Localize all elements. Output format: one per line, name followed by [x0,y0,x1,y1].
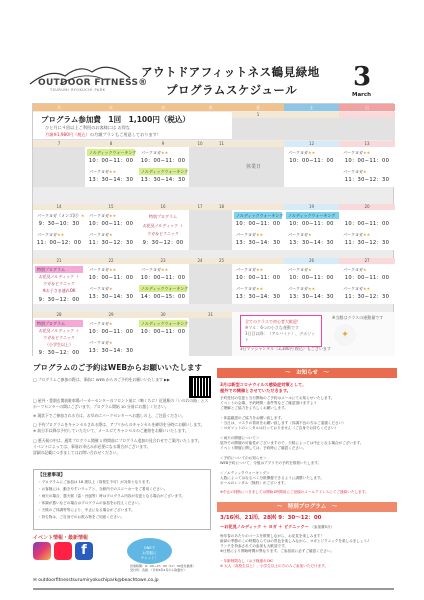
event-time: 9：30−12：00 [38,297,80,303]
weekday-sun: 日 [339,104,395,111]
logo-subtitle: TSURUMI RYOKUCHI PARK [50,88,106,92]
month-name: March [352,92,372,98]
event-yoga[interactable]: パークヨガ★★ [341,231,393,238]
event-yoga[interactable]: パークヨガ★★ [87,168,135,175]
day-cell [85,318,137,356]
event-time: 10：00−11：00 [88,158,134,164]
day-16: 16 [137,204,189,210]
notice-line: WEB予約について、今後はアプリでの予約を推奨いたします。 [220,461,322,465]
special-program-b: ウガ＆ピクニック [43,335,75,340]
day-cell [339,118,395,140]
intensity-note: ※当館はクラスの運動量です [332,315,384,320]
facebook-icon[interactable]: f [75,542,93,560]
event-time: 13：30−14：30 [88,294,134,300]
event-yoga[interactable]: パークヨガ★ [87,320,135,327]
event-time: 10：00−11：00 [289,158,334,164]
notice-line: イベント開催に関しては、予約時にご確認ください。 [220,446,307,450]
day-15: 15 [85,204,137,210]
day-cell [189,210,232,250]
special-program-a: お花見ノルディック ＋ [38,274,80,279]
day-cell [85,210,137,250]
special-heading: 〜 特別プログラム 〜 [217,502,397,512]
day-cell [284,264,339,304]
weekday-sat: 土 [284,104,339,111]
day-20: 20 [339,204,395,210]
event-time: 13：30−14：30 [235,294,281,300]
caution-line: ・体調が悪いなどの場合はプログラムの参加をお控えください。 [38,501,143,505]
day-13: 13 [339,141,395,147]
web-line[interactable]: □ プログラムご参加の際は、事前に WEB からのご予約をお願いいたします ▶▶ [33,377,170,382]
day-30: 30 [137,312,189,318]
event-nordic[interactable]: ノルディックウォーキング [236,213,284,218]
event-yoga[interactable]: パークヨガ★★ [87,266,135,273]
day-cell [232,147,284,187]
special-line: ランチを持参されての参加も大歓迎です。 [220,544,288,548]
instagram-icon[interactable] [33,542,51,560]
day-22: 22 [85,258,137,264]
day-24: 24 [189,258,211,264]
notice-line: 人数によってはなるべく分散開催できるように調整いたします。 [220,476,324,480]
event-yoga[interactable]: パークヨガ★★ [35,231,83,238]
web-line: □ 屋外・霊園玄関前駐車場パーカーセンターのフロント前に（鳴くちに）近道駅の「いのわの路」とスポーツセンターの間にございます。プログラム開始 10 分前にお越しください。 [33,398,209,409]
day-cell [137,318,189,356]
notice-warning: 3月は新型コロナウイルス感染症対策として、 [220,382,307,387]
day-cell [137,264,189,304]
caution-line: ・雨天の場合、悪天候（雷・台風等）時はプログラム内容が変更となる場合がございます。 [38,494,186,498]
event-yoga[interactable]: パークヨガ★ [87,285,135,292]
special-program-a: お花見ノルディック ＋ [142,223,184,228]
notice-line: 屋外での開催の可能性がございますので、天候によっては中止となる場合がございます。 [220,441,364,445]
day-cell [137,147,189,187]
weekday-thu: 木 [189,104,232,111]
footer-divider [33,588,394,590]
event-time: 11：30−12：30 [344,177,390,183]
day-10: 10 [189,141,211,147]
day-cell [85,147,137,187]
web-line: ※ 前日半以降は予約していただいて、メールにてキャンセルのご連絡をお願いいたします。 [33,428,189,433]
special-line: ※日程により開始時間が異なります。ご参加前に必ずご確認ください。 [220,549,335,553]
event-yoga[interactable]: パークヨガ★ [286,231,337,238]
event-yoga[interactable]: パークヨガ★★ [286,149,337,156]
event-time: 11：00−12：00 [36,240,82,246]
day-23: 23 [137,258,189,264]
event-nordic[interactable]: ノルディックウォーキング [141,169,189,174]
special-program-a: お花見ノルディック ＋ [38,328,80,333]
web-line: イベントによっては、事前お申込みが必要になる場合がございます。 [33,444,151,449]
notice-heading: 〜 お知らせ 〜 [217,368,397,378]
weekday-fri: 金 [232,104,284,111]
kids-note: （小学生以上） [45,342,73,347]
event-yoga[interactable]: パークヨガ★★ [234,266,282,273]
month-number: 3 [353,62,372,92]
event-yoga[interactable]: パークヨガ★ [87,339,135,346]
event-time: 11：30−12：30 [344,240,390,246]
day-19: 19 [284,204,339,210]
day-cell [284,147,339,187]
event-time: 10：00−11：00 [344,158,390,164]
weekday-mon: 月 [33,104,85,111]
event-time: 10：00−11：00 [235,221,281,227]
special-line: ・年齢制限なし（お子様連れOK） [220,559,276,563]
event-time: 13：30−14：30 [289,240,334,246]
contact-email[interactable]: ✉ outdoorfitnesstsurumiryokuchipark@beachtown.co.jp [33,578,159,583]
day-cell [137,210,189,250]
event-time: 13：30−14：30 [289,294,334,300]
special-program-b: ウガ＆ピクニック [147,231,179,236]
event-yoga[interactable]: パークヨガ★★ [341,285,393,292]
event-yoga[interactable]: パークヨガ★★ [341,149,393,156]
event-time: 10：00−11：00 [289,221,334,227]
special-line: 新緑の季節のこの時期ならではの景色を楽しみながら、ヨガとピクニックを楽しみましょう♪ [220,539,370,543]
day-cell [189,264,232,304]
event-time: 10：00−11：00 [140,158,186,164]
event-time: 13：30−14：30 [235,240,281,246]
event-time: 11：30−12：30 [88,240,134,246]
web-line [33,386,211,392]
calendar [32,103,394,356]
qr-code-icon[interactable] [189,376,211,398]
special-line: 毎年春のあたりのコースを散策しながら、お花見を楽しみます！ [220,534,325,538]
event-yoga[interactable]: パークヨガ★★ [139,266,187,273]
event-yoga[interactable]: パークヨガ★ [341,266,393,273]
day-cell [232,210,284,250]
notice-line: ・当日は、マスクの着用をお願い致します（体調不良の方はご遠慮ください） [220,421,346,425]
caution-line: ・プログラムにご参加は 18 歳以上（高校生不可）が対象となります。 [38,480,153,484]
special-dates: 3/16㈭、21㈪、28㈬ 9：30〜12：00 [220,515,322,521]
youtube-icon[interactable] [54,542,72,560]
event-time: 10：00−11：00 [344,275,390,281]
mat-rental-note: 3日マッシャンタル（3,300円 税込）もございます [240,346,331,351]
web-line: ※ 現状下でご参加される方は、お早めにパークセンターへお越しの上、ご注意ください。 [33,413,186,418]
event-time: 10：00−11：00 [88,329,134,335]
web-line: 詳細の記載につきましてはお問い合わせください。 [33,450,121,455]
notice-line: ＜雨天の開催について＞ [220,436,260,440]
notice-line: イベントの会場、予約時間・条件等などご確認頂けますよう [220,401,318,405]
day-cell [284,210,339,250]
sns-label: イベント情報・最新情報 [33,535,89,541]
event-yoga[interactable]: パークヨガ★★ [234,231,282,238]
day-11: 11 [211,141,232,147]
day-cell [339,147,395,187]
notice-line: ＜予約についてのお知らせ＞ [220,456,267,460]
event-yoga[interactable]: パークヨガ★★ [286,285,337,292]
day-18: 18 [211,204,232,210]
day-25: 25 [211,258,232,264]
event-time: 9：30−10：30 [38,221,80,227]
weekday-wed: 水 [137,104,189,111]
kids-note: ※お子さま連れOK [42,288,76,293]
notice-line: 予約受付の変更と当行開始のご予約はメールにてお知らせいたします。 [220,396,335,400]
day-7: 7 [33,141,85,147]
web-section-title: プログラムのご予約はWEBからお願いいたします [33,363,203,372]
weekday-tue: 火 [85,104,137,111]
holiday-label: 休業日 [246,164,262,170]
day-cell [33,264,85,304]
special-program[interactable]: 特別プログラム [35,266,83,273]
caution-line: ・持ち物は、ご自身でのお飲み物をご用意ください。 [38,515,125,519]
notice-line: ・ヨガマットのレンタルは行っておりません（ご自身でお持ちください） [220,426,339,430]
price-line1: ひと月に４回以上ご利用のお客様には お得な [45,125,131,130]
special-line: ※ 大人（高校生以上）、小学生以上の方のみご参加いただけます。 [220,564,329,568]
event-yoga[interactable]: パークヨガ★★ [234,285,282,292]
price-title: プログラム参加費 1回 1,100円（税込） [41,115,190,124]
day-cell [232,118,284,140]
day-cell [33,318,85,356]
notice-warning: 屋外での開催とさせていただきます。 [220,388,291,393]
event-time: 13：30−14：30 [140,177,186,183]
special-program[interactable]: 特別プログラム [35,320,83,327]
price-line2: 月額※1,980円（税込）の月額プランもご用意しております！ [45,132,162,137]
event-yoga[interactable]: パークヨガ★★ [139,149,187,156]
event-time: 10：00−11：00 [140,275,186,281]
caution-box [33,469,211,530]
day-8: 8 [85,141,137,147]
day-12: 12 [284,141,339,147]
day-14: 14 [33,204,85,210]
yoga-illustration-icon: ✦ [334,324,356,346]
address-info: 営業時間：9：00−17：00（17：30受付最終） 受付所：各館、（令和3年4月から取扱中） [130,564,196,572]
event-nordic[interactable]: ノルディックウォーキング [141,286,189,291]
event-time: 10：00−11：00 [88,275,134,281]
event-yoga[interactable]: パークヨガ★★ [87,212,135,219]
line-chat-badge[interactable]: ONEで お気軽に チャット！ [127,538,172,564]
web-line: □ 予約プログラムをキャンセルされる際は、アプリからのキャンセルを締切を分時にお願いします。 [33,422,205,427]
event-time: 10：00−11：00 [235,275,281,281]
event-time: 13：30−14：30 [88,177,134,183]
day-1: 1 [232,112,284,118]
notice-line: ・体温確認のご協力をお願い致します。 [220,416,285,420]
day-cell [189,318,232,356]
caution-line: ・お客様には、動きやすいウェアと、当館内でのスニーカーをご着用ください。 [38,487,168,491]
notice-warning: ※中止の判断につきましては開始1時間前にご登録のメールアドレスにてご連絡いたします。 [220,490,369,494]
calendar-notes [232,312,395,356]
price-promo [33,112,232,140]
web-line: □ 悪天候の中は、通常プログラム開催 1 時間前にプログラム追加の見合わせでご案内いたします。 [33,438,202,443]
notice-column [217,362,397,598]
caution-title: 【注意事項】 [38,473,65,478]
event-yoga-men[interactable]: パークヨガ（メンズ沢）★ [37,213,85,218]
page-subtitle: プログラムスケジュール [166,83,298,97]
event-time: 11：30−12：30 [344,294,390,300]
event-nordic[interactable]: ノルディックウォーキング [141,321,189,326]
event-time: 10：00−11：00 [289,275,334,281]
event-time: 9：30−12：00 [142,240,184,246]
notice-line: ご理解とご協力をよろしくお願いします。 [220,406,288,410]
event-time: 9：30−12：00 [38,350,80,356]
event-yoga[interactable]: パークヨガ★ [87,231,135,238]
day-27: 27 [339,258,395,264]
day-cell [232,264,284,304]
day-cell [189,147,232,187]
event-time: 10：00−11：00 [140,329,186,335]
event-nordic[interactable]: ノルディックウォーキング [89,150,137,155]
page-title: アウトドアフィットネス鶴見緑地 [141,65,320,79]
caution-line: ・天候のご体調等等により、中止になる場合がございます。 [38,508,135,512]
event-time: 14：00−15：00 [140,294,186,300]
event-nordic[interactable]: ノルディックウォーキング [286,212,393,219]
day-21: 21 [33,258,85,264]
event-time: 10：00−11：00 [88,221,134,227]
event-time: 13：30−14：30 [88,348,134,354]
event-time: 10：00−11：00 [344,221,390,227]
day-29: 29 [85,312,137,318]
day-cell [339,264,395,304]
day-28: 28 [33,312,85,318]
day-cell [33,147,85,187]
day-cell [85,264,137,304]
event-yoga[interactable]: パークヨガ★ [286,266,337,273]
day-cell [284,118,339,140]
logo-text: OUTDOOR FITNESS® [38,78,148,88]
day-31: 31 [189,312,232,318]
day-17: 17 [189,204,211,210]
event-yoga[interactable]: パークヨガ★ [341,168,393,175]
day-9: 9 [137,141,189,147]
header [0,0,424,98]
special-title: 〜お花見ノルディック ＋ ヨガ ＋ ピクニック〜 （参加費5月） [220,524,335,529]
special-program-b: ウガ＆ピクニック [43,281,75,286]
beginners-note: 全てのクラスで初心者大歓迎！ ※マル：6つの小さな運動です 3日目以降：（アルバイト）、デポジット [240,315,322,347]
day-cell [33,210,85,250]
day-26: 26 [284,258,339,264]
notice-line: ポールのレンタル（無料）がございます。 [220,481,288,485]
day-cell [339,210,395,250]
notice-line: ＜ノルディックウォーキング＞ [220,471,270,475]
special-program[interactable]: 特別プログラム [149,214,177,219]
